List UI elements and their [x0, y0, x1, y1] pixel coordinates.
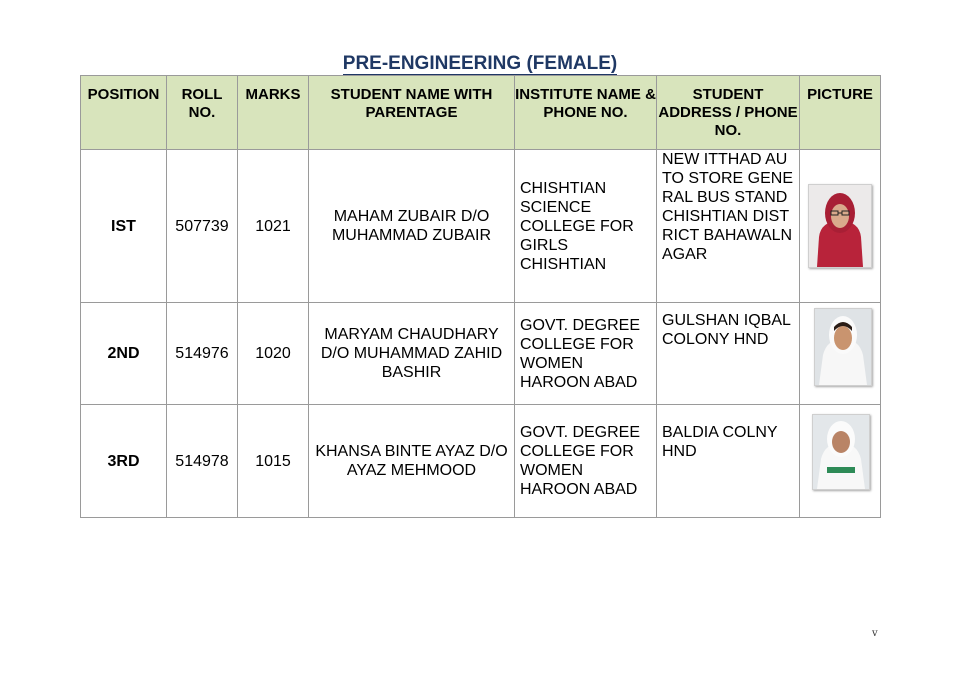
header-student-name: STUDENT NAME WITH PARENTAGE	[309, 76, 515, 150]
table-row	[81, 150, 881, 303]
header-institute: INSTITUTE NAME & PHONE NO.	[515, 76, 657, 150]
position-cell: IST	[81, 150, 167, 303]
roll-no-cell: 507739	[167, 150, 238, 303]
results-table	[80, 75, 881, 518]
position-cell: 3RD	[81, 405, 167, 518]
page-mark: v	[872, 628, 878, 639]
picture-cell	[800, 405, 881, 518]
picture-cell	[800, 150, 881, 303]
address-cell: NEW ITTHAD AUTO STORE GENERAL BUS STAND CHISHTIAN DISTRICT BAHAWALNAGAR	[657, 150, 800, 303]
student-name-cell: MAHAM ZUBAIR D/O MUHAMMAD ZUBAIR	[309, 150, 515, 303]
header-position: POSITION	[81, 76, 167, 150]
address-cell: GULSHAN IQBAL COLONY HND	[657, 303, 800, 405]
institute-cell: GOVT. DEGREE COLLEGE FOR WOMEN HAROON ABAD	[515, 303, 657, 405]
table-row	[81, 303, 881, 405]
student-name-cell: MARYAM CHAUDHARY D/O MUHAMMAD ZAHID BASHIR	[309, 303, 515, 405]
student-photo	[812, 414, 870, 490]
marks-cell: 1021	[238, 150, 309, 303]
page-title: PRE-ENGINEERING (FEMALE)	[342, 53, 618, 74]
header-roll-no: ROLL NO.	[167, 76, 238, 150]
institute-cell: CHISHTIAN SCIENCE COLLEGE FOR GIRLS CHISHTIAN	[515, 150, 657, 303]
picture-cell	[800, 303, 881, 405]
header-picture: PICTURE	[800, 76, 881, 150]
marks-cell: 1015	[238, 405, 309, 518]
student-name-cell: KHANSA BINTE AYAZ D/O AYAZ MEHMOOD	[309, 405, 515, 518]
table-row	[81, 405, 881, 518]
header-address: STUDENT ADDRESS / PHONE NO.	[657, 76, 800, 150]
roll-no-cell: 514978	[167, 405, 238, 518]
header-row	[81, 76, 881, 150]
position-cell: 2ND	[81, 303, 167, 405]
student-photo	[814, 308, 872, 386]
header-marks: MARKS	[238, 76, 309, 150]
address-cell: BALDIA COLNY HND	[657, 405, 800, 518]
institute-cell: GOVT. DEGREE COLLEGE FOR WOMEN HAROON ABAD	[515, 405, 657, 518]
roll-no-cell: 514976	[167, 303, 238, 405]
student-photo	[808, 184, 872, 268]
marks-cell: 1020	[238, 303, 309, 405]
